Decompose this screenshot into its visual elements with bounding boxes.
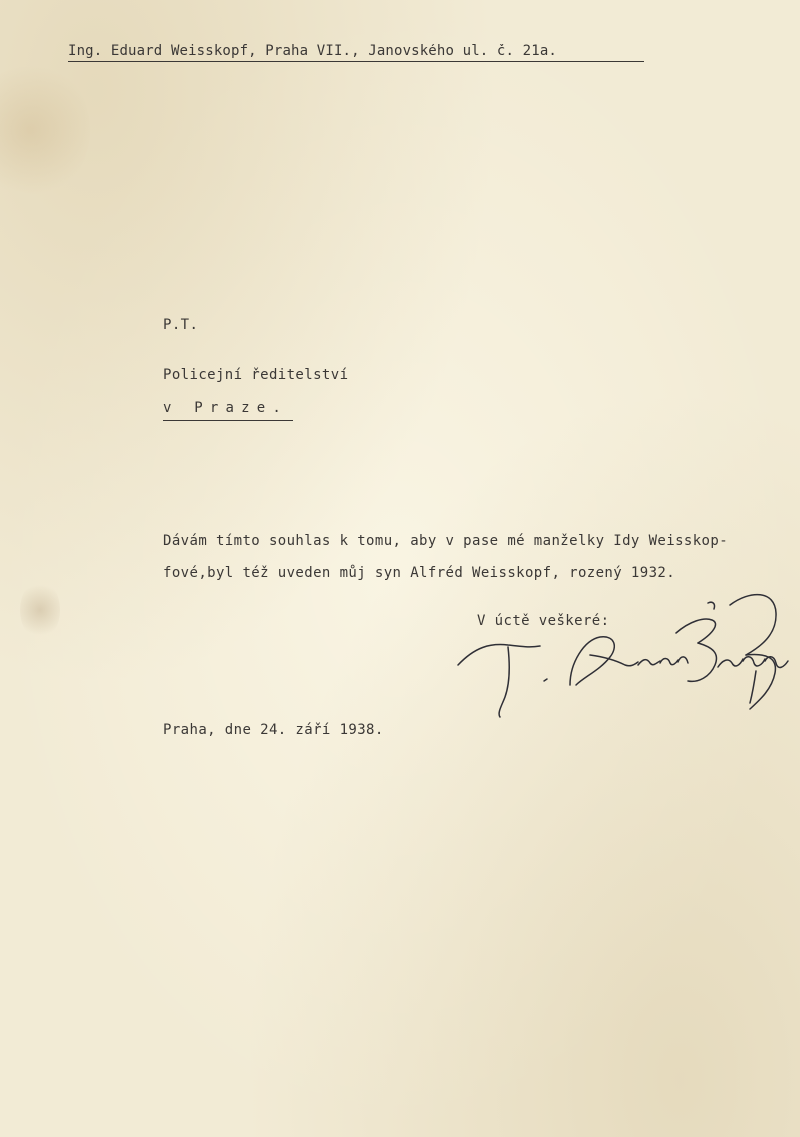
recipient-salutation: P.T. xyxy=(163,317,199,333)
handwritten-signature xyxy=(450,585,795,725)
body-text-line-1: Dávám tímto souhlas k tomu, aby v pase mé manželky Idy Weisskop- xyxy=(163,533,729,549)
paper-stain xyxy=(20,580,60,640)
date-line: Praha, dne 24. září 1938. xyxy=(163,722,384,738)
closing-phrase: V úctě veškeré: xyxy=(477,613,610,629)
recipient-city: v Praze. xyxy=(163,400,289,416)
letterhead-sender-line: Ing. Eduard Weisskopf, Praha VII., Janovského ul. č. 21a. xyxy=(68,44,644,62)
recipient-department: Policejní ředitelství xyxy=(163,367,349,383)
body-text-line-2: fové,byl též uveden můj syn Alfréd Weisskopf, rozený 1932. xyxy=(163,565,676,581)
city-underline xyxy=(163,420,293,421)
paper-stain xyxy=(0,60,90,200)
